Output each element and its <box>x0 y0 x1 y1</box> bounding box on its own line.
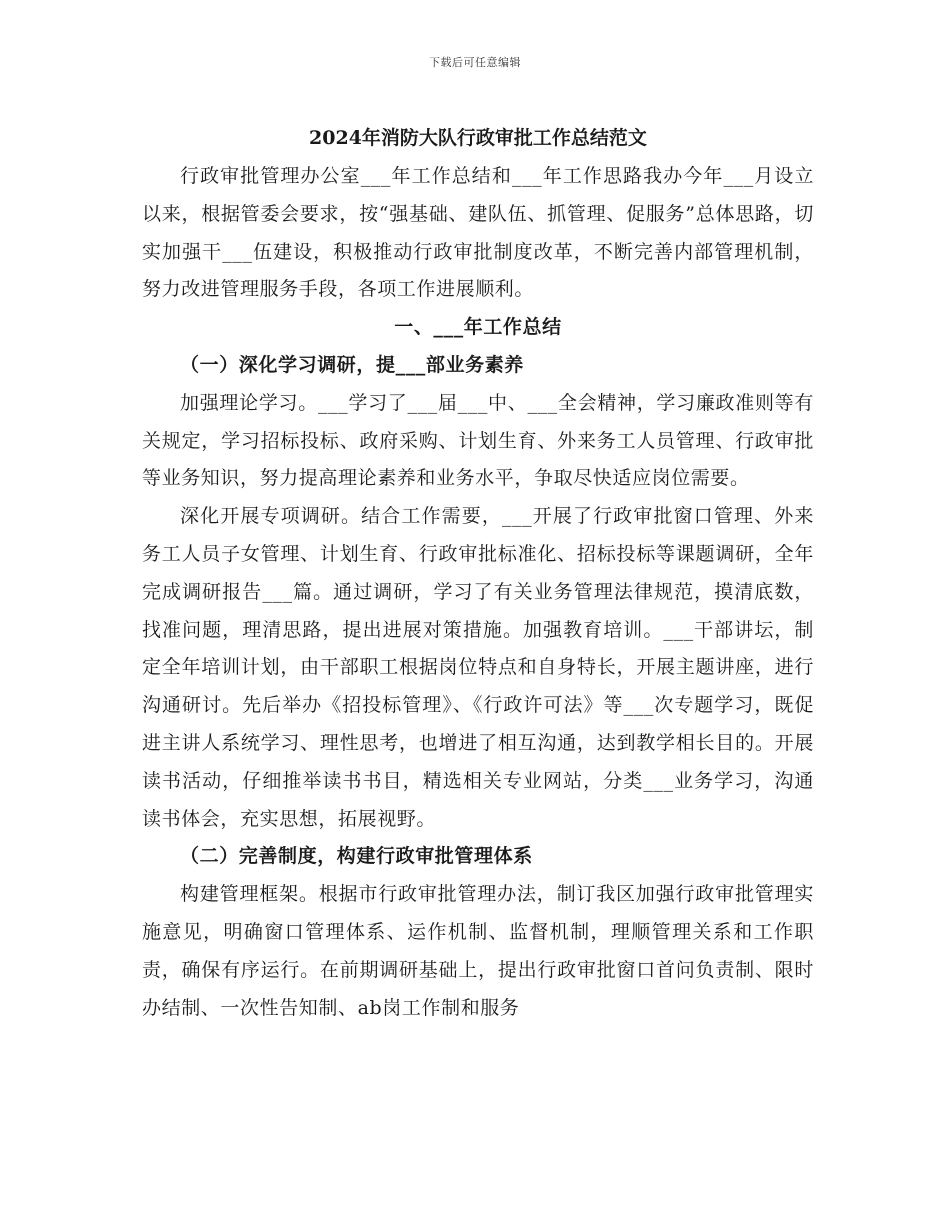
subsection-heading-1: （一）深化学习调研，提___部业务素养 <box>180 353 524 376</box>
paragraph-theory-study: 加强理论学习。___学习了___届___中、___全会精神，学习廉政准则等有关规定，学习招标投标、政府采购、计划生育、外来务工人员管理、行政审批等业务知识，努力提高理论素养和业务水平，争取尽快适应岗位需要。 <box>142 391 814 490</box>
header-note: 下载后可任意编辑 <box>429 56 521 69</box>
paragraph-framework: 构建管理框架。根据市行政审批管理办法，制订我区加强行政审批管理实施意见，明确窗口管理体系、运作机制、监督机制，理顺管理关系和工作职责，确保有序运行。在前期调研基础上，提出行政审批窗口首问负责制、限时办结制、一次性告知制、ab岗工作制和服务 <box>142 883 814 1019</box>
subsection-heading-2: （二）完善制度，构建行政审批管理体系 <box>180 845 533 868</box>
document-title: 2024年消防大队行政审批工作总结范文 <box>309 127 647 149</box>
paragraph-research: 深化开展专项调研。结合工作需要，___开展了行政审批窗口管理、外来务工人员子女管理、计划生育、行政审批标准化、招标投标等课题调研，全年完成调研报告___篇。通过调研，学习了有关业务管理法律规范，摸清底数，找准问题，理清思路，提出进展对策措施。加强教育培训。___干部讲坛，制定全年培训计划，由干部职工根据岗位特点和自身特长，开展主题讲座，进行沟通研讨。先后举办《招投标管理》、《行政许可法》等___次专题学习，既促进主讲人系统学习、理性思考，也增进了相互沟通，达到教学相长目的。开展读书活动，仔细推举读书书目，精选相关专业网站，分类___业务学习，沟通读书体会，充实思想，拓展视野。 <box>142 505 814 830</box>
intro-paragraph: 行政审批管理办公室___年工作总结和___年工作思路我办今年___月设立以来，根据管委会要求，按“强基础、建队伍、抓管理、促服务”总体思路，切实加强干___伍建设，积极推动行政审批制度改革，不断完善内部管理机制，努力改进管理服务手段，各项工作进展顺利。 <box>142 165 814 301</box>
section-heading: 一、___年工作总结 <box>394 316 562 339</box>
document-body <box>142 118 814 1027</box>
